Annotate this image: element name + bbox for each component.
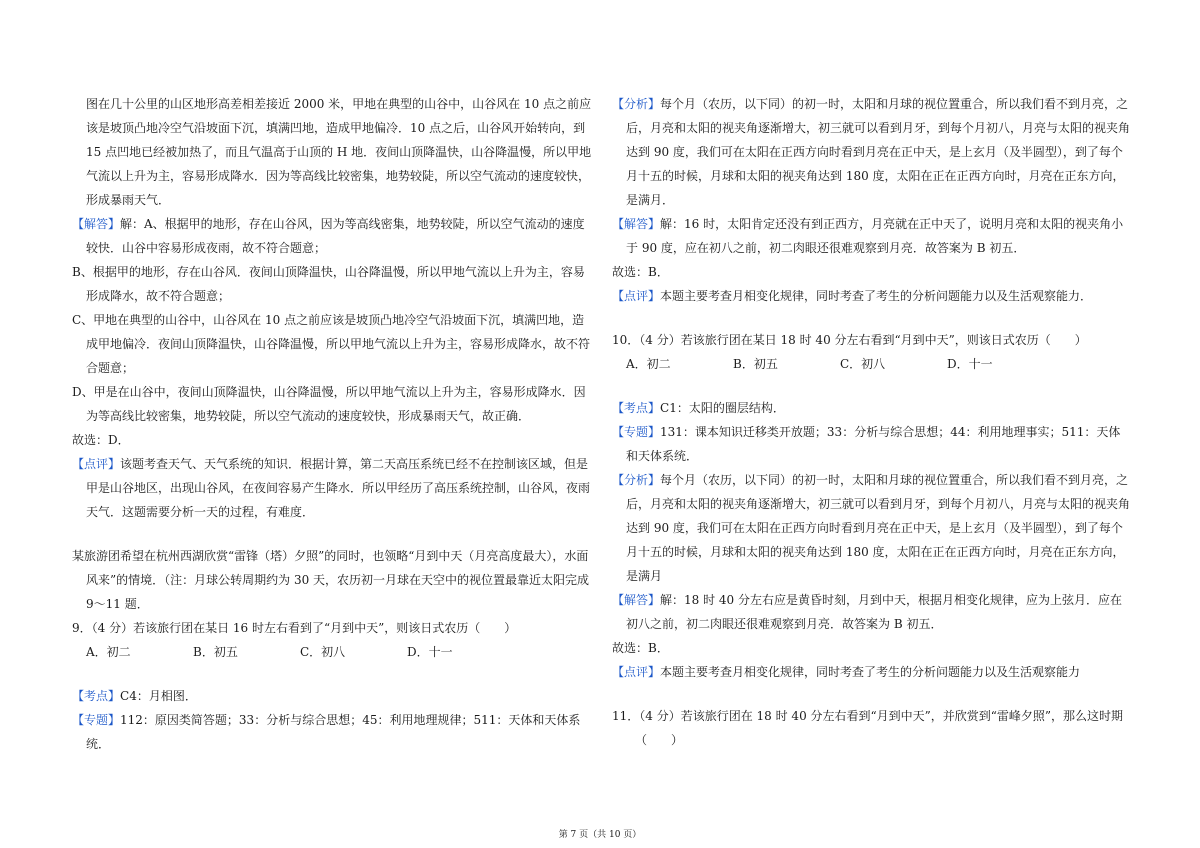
left-column — [72, 92, 596, 756]
q9-topic-tag: 【专题】 — [72, 713, 121, 727]
q9-point-tag: 【考点】 — [72, 689, 121, 703]
spacer — [612, 376, 1132, 396]
q10-point-tag: 【考点】 — [612, 401, 661, 415]
q10-analysis-text: 每个月（农历，以下同）的初一时，太阳和月球的视位置重合，所以我们看不到月亮，之后，月亮和太阳的视夹角逐渐增大，初三就可以看到月牙，到每个月初八，月亮与太阳的视夹角达到 90 度，我们可在太阳在正西方向时看到月亮在正中天，是上玄月（及半圆型），到了每个月十五的时候，月球和太阳的视夹角达到 180 度，太阳在正在正西方向时，月亮在正东方向，是满月 — [626, 473, 1131, 583]
q10-topic-text: 131：课本知识迁移类开放题；33：分析与综合思想；44：利用地理事实；511：天体和天体系统． — [626, 425, 1121, 463]
q10-comment-text: 本题主要考查月相变化规律，同时考查了考生的分析问题能力以及生活观察能力 — [660, 665, 1081, 679]
q9-point-text: C4：月相图． — [120, 689, 197, 703]
q9-comment-tag: 【点评】 — [612, 289, 661, 303]
right-column — [612, 92, 1132, 752]
intro-paragraph: 图在几十公里的山区地形高差相差接近 2000 米，甲地在典型的山谷中，山谷风在 10 点之前应该是坡顶凸地冷空气沿坡面下沉，填满凹地，造成甲地偏冷．10 点之后，山谷风开始转向，到 15 点凹地已经被加热了，而且气温高于山顶的 H 地．夜间山顶降温快，山谷降温慢，所以甲地气流以上升为主，容易形成降水．因为等高线比较密集，地势较陡，所以空气流动的速度较快，形成暴雨天气． — [86, 97, 592, 207]
answer-tag: 【解答】 — [72, 217, 121, 231]
q10-point-text: C1：太阳的圈层结构． — [660, 401, 785, 415]
question-11: 11．（4 分）若该旅行团在 18 时 40 分左右看到“月到中天”，并欣赏到“雷峰夕照”，那么这时期（ ） — [612, 709, 1124, 747]
q10-choice-d: D．十一 — [947, 357, 993, 371]
comment — [72, 452, 596, 524]
answer-d: D、甲是在山谷中，夜间山顶降温快，山谷降温慢，所以甲地气流以上升为主，容易形成降水．因为等高线比较密集，地势较陡，所以空气流动的速度较快，形成暴雨天气，故正确． — [72, 385, 586, 423]
comment-tag: 【点评】 — [72, 457, 121, 471]
q10-answer — [612, 588, 1132, 636]
q9-choose-line: 故选：B． — [612, 265, 669, 279]
q10-choice-a: A．初二 — [626, 357, 671, 371]
q9-comment — [612, 284, 1132, 308]
q10-topic-tag: 【专题】 — [612, 425, 661, 439]
choose-line: 故选：D． — [72, 433, 130, 447]
q9-choices — [72, 640, 596, 664]
spacer — [72, 524, 596, 544]
q9-answer-tag: 【解答】 — [612, 217, 661, 231]
q9-answer-text: 解：16 时，太阳肯定还没有到正西方，月亮就在正中天了，说明月亮和太阳的视夹角小于 90 度，应在初八之前，初二肉眼还很难观察到月亮．故答案为 B 初五． — [626, 217, 1124, 255]
comment-text: 该题考查天气、天气系统的知识．根据计算，第二天高压系统已经不在控制该区域，但是甲是山谷地区，出现山谷风，在夜间容易产生降水．所以甲经历了高压系统控制，山谷风，夜雨天气．这题需要分析一天的过程，有难度． — [86, 457, 591, 519]
answer-c: C、甲地在典型的山谷中，山谷风在 10 点之前应该是坡顶凸地冷空气沿坡面下沉，填满凹地，造成甲地偏冷．夜间山顶降温快，山谷降温慢，所以甲地气流以上升为主，容易形成降水，故不符合题意； — [72, 313, 591, 375]
q10-analysis-tag: 【分析】 — [612, 473, 661, 487]
q10-topic — [612, 420, 1132, 468]
q9-point — [72, 684, 596, 708]
q9-choice-c: C．初八 — [300, 645, 346, 659]
spacer — [72, 664, 596, 684]
q10-choose-line: 故选：B． — [612, 641, 669, 655]
q10-answer-tag: 【解答】 — [612, 593, 661, 607]
q10-analysis — [612, 468, 1132, 588]
q9-topic-text: 112：原因类简答题；33：分析与综合思想；45：利用地理规律；511：天体和天体系统． — [86, 713, 581, 751]
answer-b: B、根据甲的地形，存在山谷风．夜间山顶降温快，山谷降温慢，所以甲地气流以上升为主，容易形成降水，故不符合题意； — [72, 265, 585, 303]
page-footer: 第 7 页（共 10 页） — [558, 830, 642, 840]
context-paragraph: 某旅游团希望在杭州西湖欣赏“雷锋（塔）夕照”的同时，也领略“月到中天（月亮高度最大），水面风来”的情境．（注：月球公转周期约为 30 天，农历初一月球在天空中的视位置最靠近太阳完成 9～11 题． — [72, 549, 590, 611]
q9-analysis-text: 每个月（农历，以下同）的初一时，太阳和月球的视位置重合，所以我们看不到月亮，之后，月亮和太阳的视夹角逐渐增大，初三就可以看到月牙，到每个月初八，月亮与太阳的视夹角达到 90 度，我们可在太阳在正西方向时看到月亮在正中天，是上玄月（及半圆型），到了每个月十五的时候，月球和太阳的视夹角达到 180 度，太阳在正在正西方向时，月亮在正东方向，是满月． — [626, 97, 1131, 207]
answer-a — [72, 212, 596, 260]
q10-answer-text: 解：18 时 40 分左右应是黄昏时刻，月到中天，根据月相变化规律，应为上弦月．应在初八之前，初二肉眼还很难观察到月亮．故答案为 B 初五． — [626, 593, 1123, 631]
spacer — [612, 684, 1132, 704]
q10-choices — [612, 352, 1132, 376]
q9-topic — [72, 708, 596, 756]
q9-choice-d: D．十一 — [407, 645, 453, 659]
spacer — [612, 308, 1132, 328]
q9-analysis — [612, 92, 1132, 212]
question-10: 10．（4 分）若该旅行团在某日 18 时 40 分左右看到“月到中天”，则该日式农历（ ） — [612, 333, 1087, 347]
q9-comment-text: 本题主要考查月相变化规律，同时考查了考生的分析问题能力以及生活观察能力． — [660, 289, 1093, 303]
q10-point — [612, 396, 1132, 420]
question-9: 9．（4 分）若该旅行团在某日 16 时左右看到了“月到中天”，则该日式农历（ ） — [72, 621, 517, 635]
q9-choice-b: B．初五 — [193, 645, 238, 659]
q10-comment — [612, 660, 1132, 684]
q9-analysis-tag: 【分析】 — [612, 97, 661, 111]
q9-choice-a: A．初二 — [86, 645, 131, 659]
q10-choice-c: C．初八 — [840, 357, 886, 371]
q9-answer — [612, 212, 1132, 260]
answer-a-text: 解：A、根据甲的地形，存在山谷风，因为等高线密集，地势较陡，所以空气流动的速度较快．山谷中容易形成夜雨，故不符合题意； — [86, 217, 585, 255]
q10-comment-tag: 【点评】 — [612, 665, 661, 679]
q10-choice-b: B．初五 — [733, 357, 778, 371]
